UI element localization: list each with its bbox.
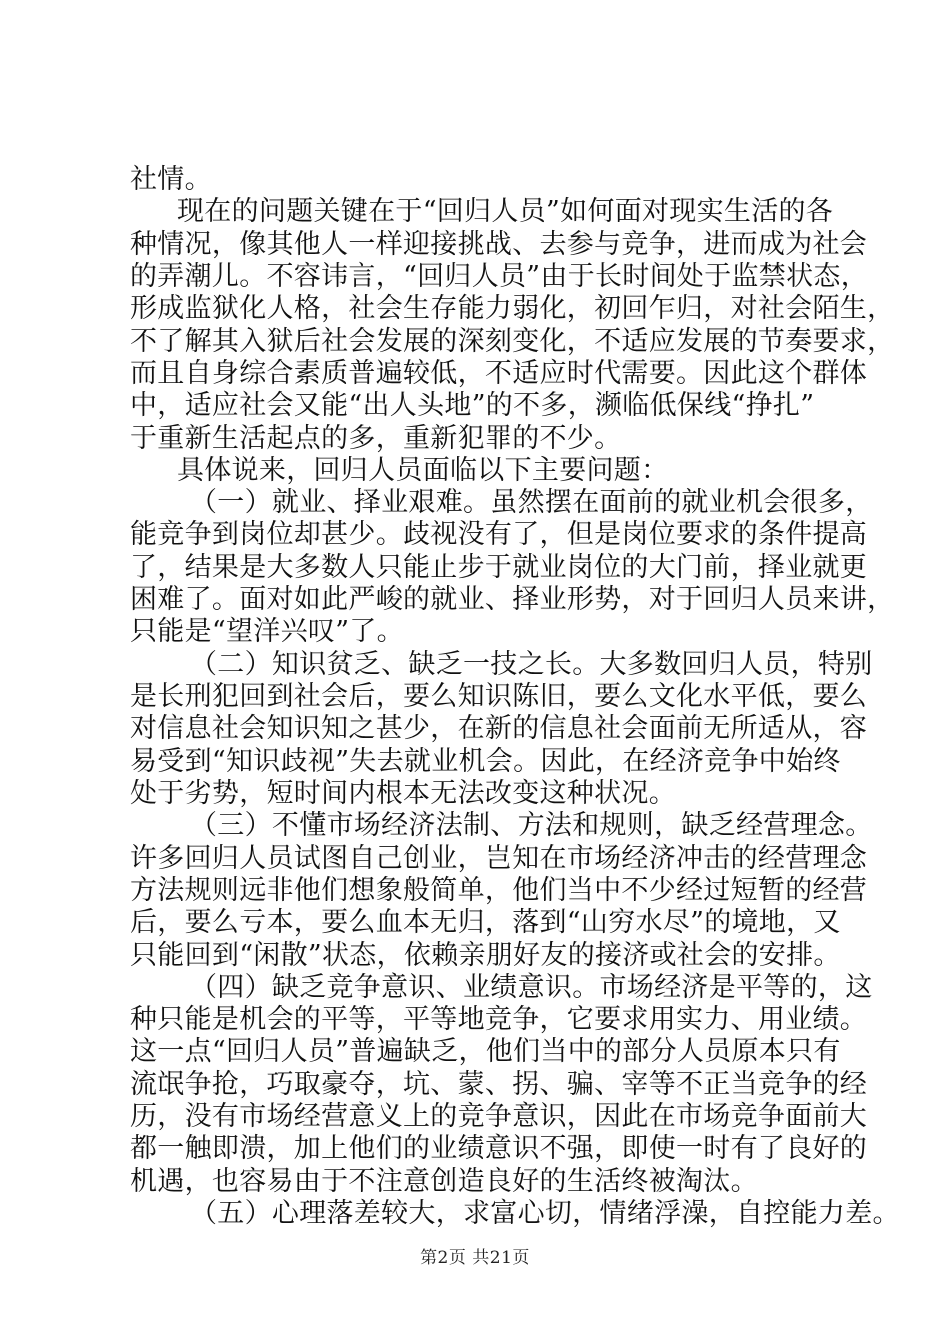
text-line: 于重新生活起点的多，重新犯罪的不少。: [130, 423, 622, 454]
text-line: 社情。: [130, 164, 212, 195]
text-line: 而且自身综合素质普遍较低，不适应时代需要。因此这个群体: [130, 358, 868, 389]
text-line: 只能是“望洋兴叹”了。: [130, 616, 404, 647]
text-line: 形成监狱化人格，社会生存能力弱化，初回乍归，对社会陌生，: [130, 293, 895, 324]
text-line: 了，结果是大多数人只能止步于就业岗位的大门前，择业就更: [130, 552, 868, 583]
text-line: 易受到“知识歧视”失去就业机会。因此，在经济竞争中始终: [130, 746, 841, 777]
text-line: 流氓争抢，巧取豪夺，坑、蒙、拐、骗、宰等不正当竞争的经: [130, 1069, 868, 1100]
section-heading-line: （五）心理落差较大，求富心切，情绪浮澡，自控能力差。: [190, 1198, 900, 1229]
text-line: 不了解其入狱后社会发展的深刻变化，不适应发展的节奏要求，: [130, 326, 895, 357]
text-line: 对信息社会知识知之甚少，在新的信息社会面前无所适从，容: [130, 713, 868, 744]
text-line: 能竞争到岗位却甚少。歧视没有了，但是岗位要求的条件提高: [130, 519, 868, 550]
text-line: 处于劣势，短时间内根本无法改变这种状况。: [130, 778, 676, 809]
page-number-footer: 第2页 共21页: [420, 1248, 530, 1268]
text-line: 的弄潮儿。不容讳言，“回归人员”由于长时间处于监禁状态，: [130, 261, 869, 292]
text-line: 许多回归人员试图自己创业，岂知在市场经济冲击的经营理念: [130, 843, 868, 874]
text-line: 方法规则远非他们想象般简单，他们当中不少经过短暂的经营: [130, 875, 868, 906]
section-heading-line: （一）就业、择业艰难。虽然摆在面前的就业机会很多，: [190, 487, 873, 518]
paragraph-start-line: 现在的问题关键在于“回归人员”如何面对现实生活的各: [177, 196, 834, 227]
text-line: 都一触即溃，加上他们的业绩意识不强，即使一时有了良好的: [130, 1133, 868, 1164]
section-heading-line: （三）不懂市场经济法制、方法和规则，缺乏经营理念。: [190, 810, 873, 841]
text-line: 机遇，也容易由于不注意创造良好的生活终被淘汰。: [130, 1166, 758, 1197]
text-line: 困难了。面对如此严峻的就业、择业形势，对于回归人员来讲，: [130, 584, 895, 615]
text-line: 种情况，像其他人一样迎接挑战、去参与竞争，进而成为社会: [130, 229, 868, 260]
text-line: 是长刑犯回到社会后，要么知识陈旧，要么文化水平低，要么: [130, 681, 868, 712]
paragraph-start-line: 具体说来，回归人员面临以下主要问题：: [177, 455, 669, 486]
text-line: 这一点“回归人员”普遍缺乏，他们当中的部分人员原本只有: [130, 1036, 841, 1067]
text-line: 历，没有市场经营意义上的竞争意识，因此在市场竞争面前大: [130, 1101, 868, 1132]
text-line: 种只能是机会的平等，平等地竞争，它要求用实力、用业绩。: [130, 1004, 868, 1035]
section-heading-line: （二）知识贫乏、缺乏一技之长。大多数回归人员，特别: [190, 649, 873, 680]
text-line: 只能回到“闲散”状态，依赖亲朋好友的接济或社会的安排。: [130, 940, 841, 971]
text-line: 后，要么亏本，要么血本无归，落到“山穷水尽”的境地，又: [130, 907, 841, 938]
section-heading-line: （四）缺乏竞争意识、业绩意识。市场经济是平等的，这: [190, 972, 873, 1003]
text-line: 中，适应社会又能“出人头地”的不多，濒临低保线“挣扎”: [130, 390, 815, 421]
